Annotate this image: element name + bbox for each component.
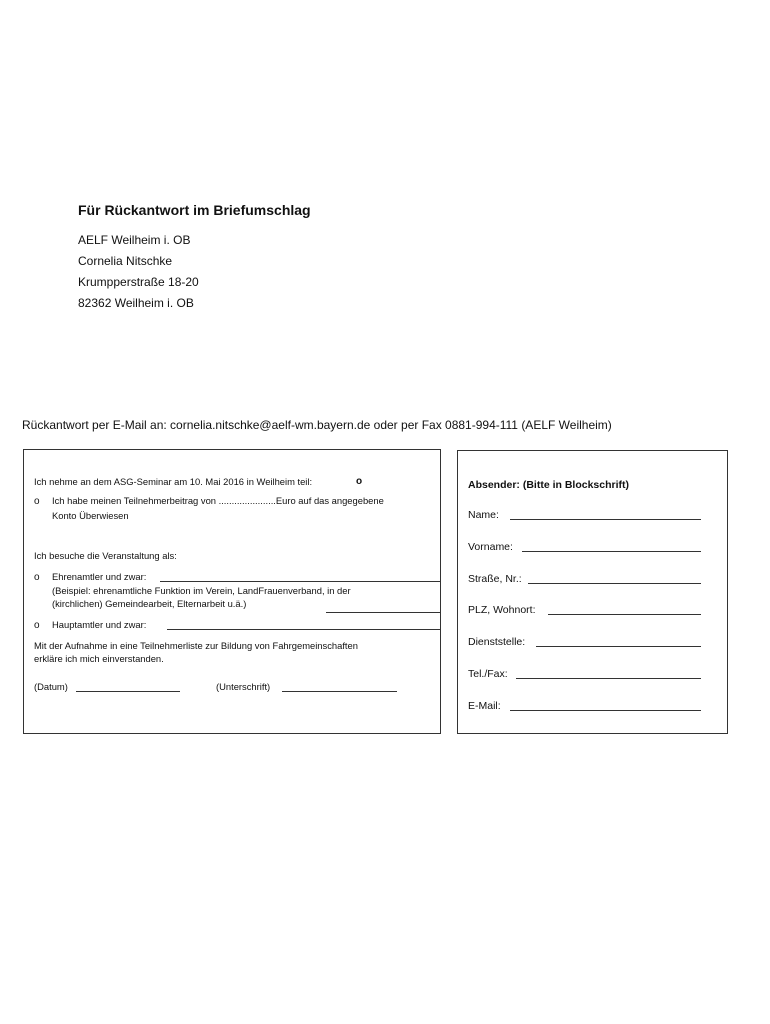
firstname-input-line[interactable]	[522, 551, 701, 552]
phone-fax-input-line[interactable]	[516, 678, 701, 679]
city-input-line[interactable]	[548, 614, 701, 615]
fulltime-input-line[interactable]	[167, 629, 440, 630]
volunteer-hint-line-2: (kirchlichen) Gemeindearbeit, Elternarbeit u.ä.)	[52, 598, 247, 609]
email-label: E-Mail:	[468, 700, 501, 712]
fulltime-checkbox[interactable]: o	[34, 620, 40, 631]
seminar-checkbox[interactable]: o	[356, 476, 363, 487]
date-input-line[interactable]	[76, 691, 180, 692]
address-line-city: 82362 Weilheim i. OB	[78, 296, 194, 310]
street-label: Straße, Nr.:	[468, 573, 522, 585]
address-line-street: Krumpperstraße 18-20	[78, 275, 199, 289]
firstname-label: Vorname:	[468, 541, 513, 553]
signature-label: (Unterschrift)	[216, 681, 271, 692]
registration-box	[23, 449, 441, 734]
name-label: Name:	[468, 509, 499, 521]
consent-text-line-2: erkläre ich mich einverstanden.	[34, 653, 164, 664]
date-label: (Datum)	[34, 681, 68, 692]
fee-checkbox[interactable]: o	[34, 496, 40, 507]
street-input-line[interactable]	[528, 583, 701, 584]
reply-instructions: Rückantwort per E-Mail an: cornelia.nitschke@aelf-wm.bayern.de oder per Fax 0881-994-111 (AELF Weilheim)	[22, 418, 612, 432]
fulltime-label: Hauptamtler und zwar:	[52, 619, 147, 630]
seminar-participation-text: Ich nehme an dem ASG-Seminar am 10. Mai 2016 in Weilheim teil:	[34, 476, 313, 487]
volunteer-hint-line-1: (Beispiel: ehrenamtliche Funktion im Verein, LandFrauenverband, in der	[52, 585, 351, 596]
form-title: Für Rückantwort im Briefumschlag	[78, 202, 311, 218]
volunteer-input-line-2[interactable]	[326, 612, 440, 613]
address-line-org: AELF Weilheim i. OB	[78, 233, 191, 247]
name-input-line[interactable]	[510, 519, 701, 520]
attendance-heading: Ich besuche die Veranstaltung als:	[34, 550, 177, 561]
address-line-name: Cornelia Nitschke	[78, 254, 173, 268]
phone-fax-label: Tel./Fax:	[468, 668, 508, 680]
signature-input-line[interactable]	[282, 691, 397, 692]
volunteer-checkbox[interactable]: o	[34, 572, 40, 583]
city-label: PLZ, Wohnort:	[468, 604, 536, 616]
fee-text-line-2: Konto Überwiesen	[52, 510, 129, 521]
sender-heading: Absender: (Bitte in Blockschrift)	[468, 479, 630, 491]
office-label: Dienststelle:	[468, 636, 526, 648]
office-input-line[interactable]	[536, 646, 701, 647]
consent-text-line-1: Mit der Aufnahme in eine Teilnehmerliste zur Bildung von Fahrgemeinschaften	[34, 640, 358, 651]
email-input-line[interactable]	[510, 710, 701, 711]
fee-text-line-1: Ich habe meinen Teilnehmerbeitrag von ......................Euro auf das angegebene	[52, 495, 384, 506]
volunteer-label: Ehrenamtler und zwar:	[52, 571, 147, 582]
sender-box	[457, 450, 728, 734]
volunteer-input-line[interactable]	[160, 581, 440, 582]
